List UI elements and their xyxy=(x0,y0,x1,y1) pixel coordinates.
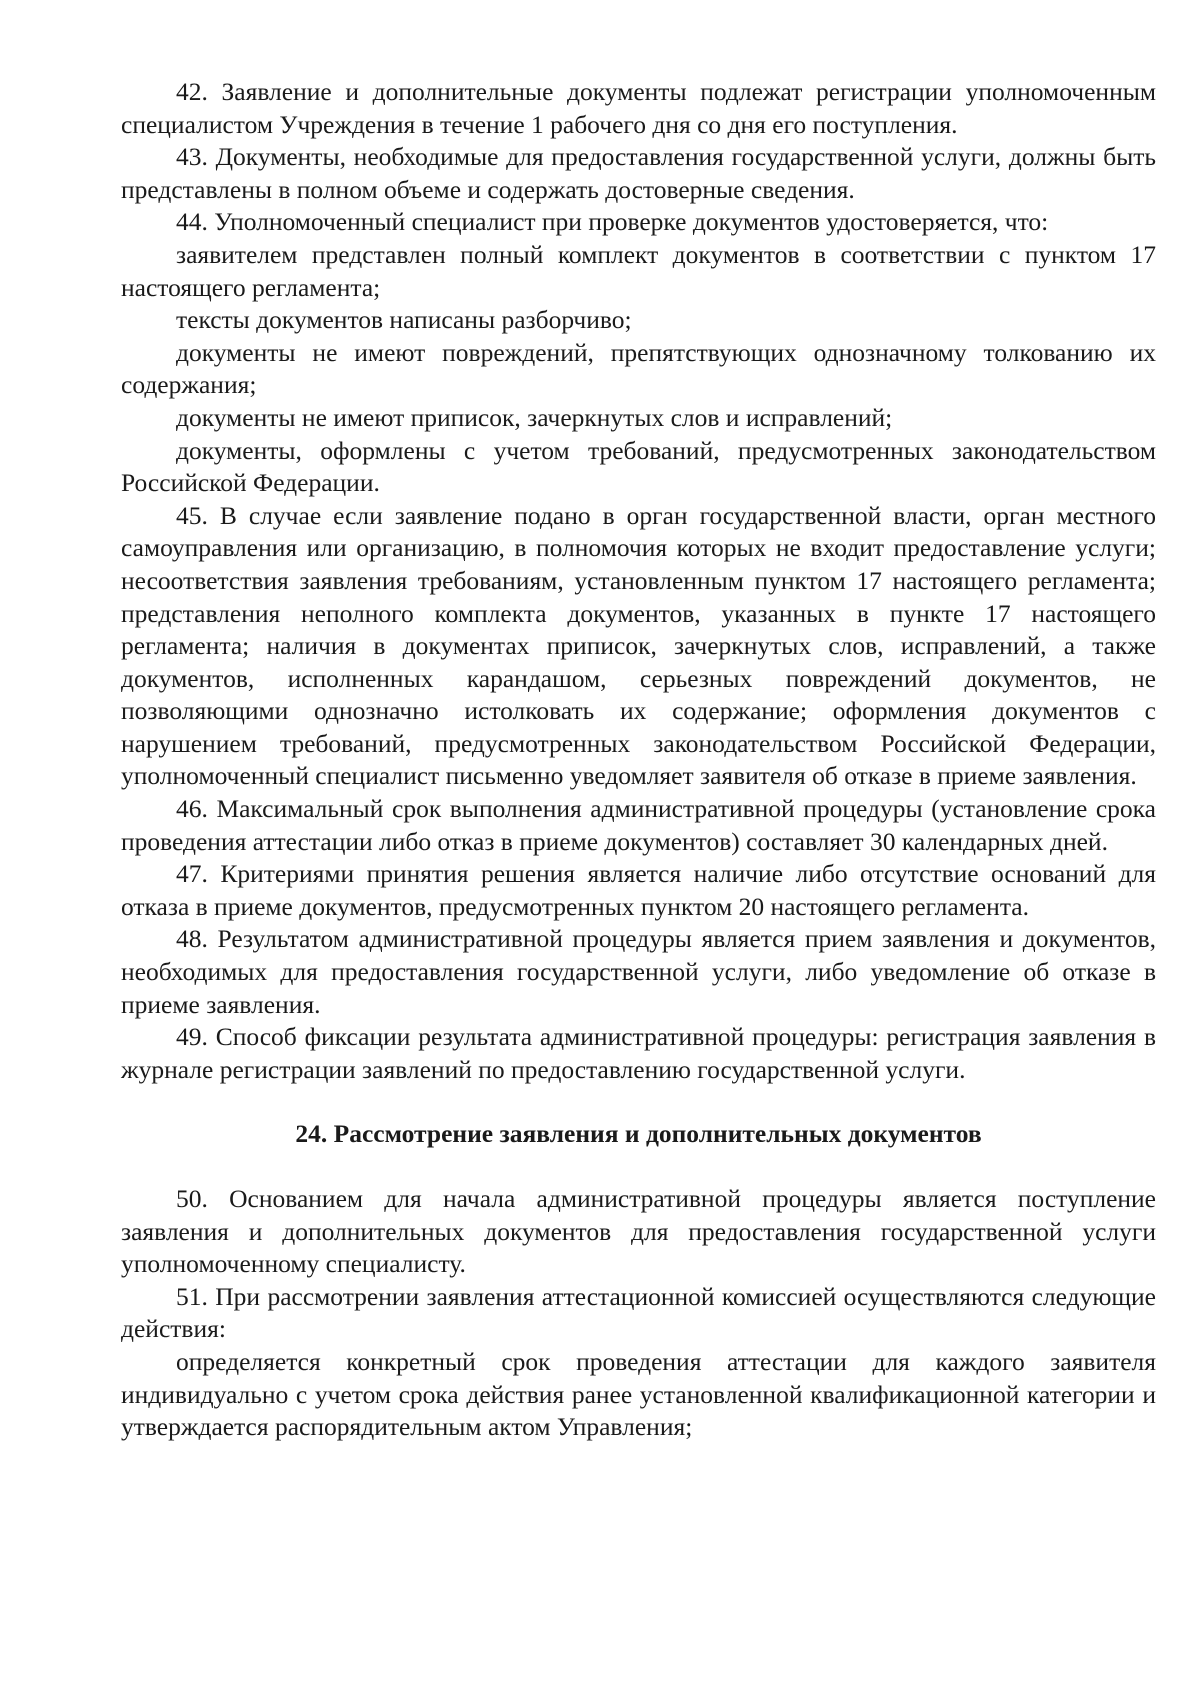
paragraph-44-item-4: документы не имеют приписок, зачеркнутых слов и исправлений; xyxy=(176,402,893,432)
paragraph-51-item-1: определяется конкретный срок проведения аттестации для каждого заявителя индивидуально с учетом срока действия ранее установленной квалификационной категории и утверждается распорядительным актом Управления; xyxy=(121,1346,1156,1442)
paragraph-51: 51. При рассмотрении заявления аттестационной комиссией осуществляются следующие действия: xyxy=(121,1281,1156,1344)
paragraph-46: 46. Максимальный срок выполнения административной процедуры (установление срока проведения аттестации либо отказ в приеме документов) составляет 30 календарных дней. xyxy=(121,794,1156,856)
paragraph-44-item-3: документы не имеют повреждений, препятствующих однозначному толкованию их содержания; xyxy=(121,337,1156,400)
paragraph-42: 42. Заявление и дополнительные документы подлежат регистрации уполномоченным специалистом Учреждения в течение 1 рабочего дня со дня его поступления. xyxy=(121,77,1156,139)
paragraph-50: 50. Основанием для начала административной процедуры является поступление заявления и дополнительных документов для предоставления государственной услуги уполномоченному специалисту. xyxy=(121,1184,1156,1279)
paragraph-45: 45. В случае если заявление подано в орган государственной власти, орган местного самоуправления или организацию, в полномочия которых не входит предоставление услуги; несоответствия заявления требованиям, установленным пунктом 17 настоящего регламента; представления неполного комплекта документов, указанных в пункте 17 настоящего регламента; наличия в документах приписок, зачеркнутых слов, исправлений, а также документов, исполненных карандашом, серьезных повреждений документов, не позволяющими однозначно истолковать их содержание; оформления документов с нарушением требований, предусмотренных законодательством Российской Федерации, уполномоченный специалист письменно уведомляет заявителя об отказе в приеме заявления. xyxy=(121,500,1156,791)
document-page xyxy=(121,76,1156,1444)
paragraph-44-item-1: заявителем представлен полный комплект документов в соответствии с пунктом 17 настоящего регламента; xyxy=(121,239,1156,302)
paragraph-48: 48. Результатом административной процедуры является прием заявления и документов, необходимых для предоставления государственной услуги, либо уведомление об отказе в приеме заявления. xyxy=(121,924,1156,1019)
paragraph-49: 49. Способ фиксации результата административной процедуры: регистрация заявления в журнале регистрации заявлений по предоставлению государственной услуги. xyxy=(121,1022,1156,1084)
paragraph-43: 43. Документы, необходимые для предоставления государственной услуги, должны быть представлены в полном объеме и содержать достоверные сведения. xyxy=(121,142,1156,204)
paragraph-47: 47. Критериями принятия решения является наличие либо отсутствие оснований для отказа в приеме документов, предусмотренных пунктом 20 настоящего регламента. xyxy=(121,859,1156,921)
paragraph-44: 44. Уполномоченный специалист при проверке документов удостоверяется, что: xyxy=(176,207,1049,237)
paragraph-44-item-5: документы, оформлены с учетом требований, предусмотренных законодательством Российской Федерации. xyxy=(121,435,1156,498)
section-heading: 24. Рассмотрение заявления и дополнительных документов xyxy=(295,1119,982,1149)
paragraph-44-item-2: тексты документов написаны разборчиво; xyxy=(176,305,632,335)
